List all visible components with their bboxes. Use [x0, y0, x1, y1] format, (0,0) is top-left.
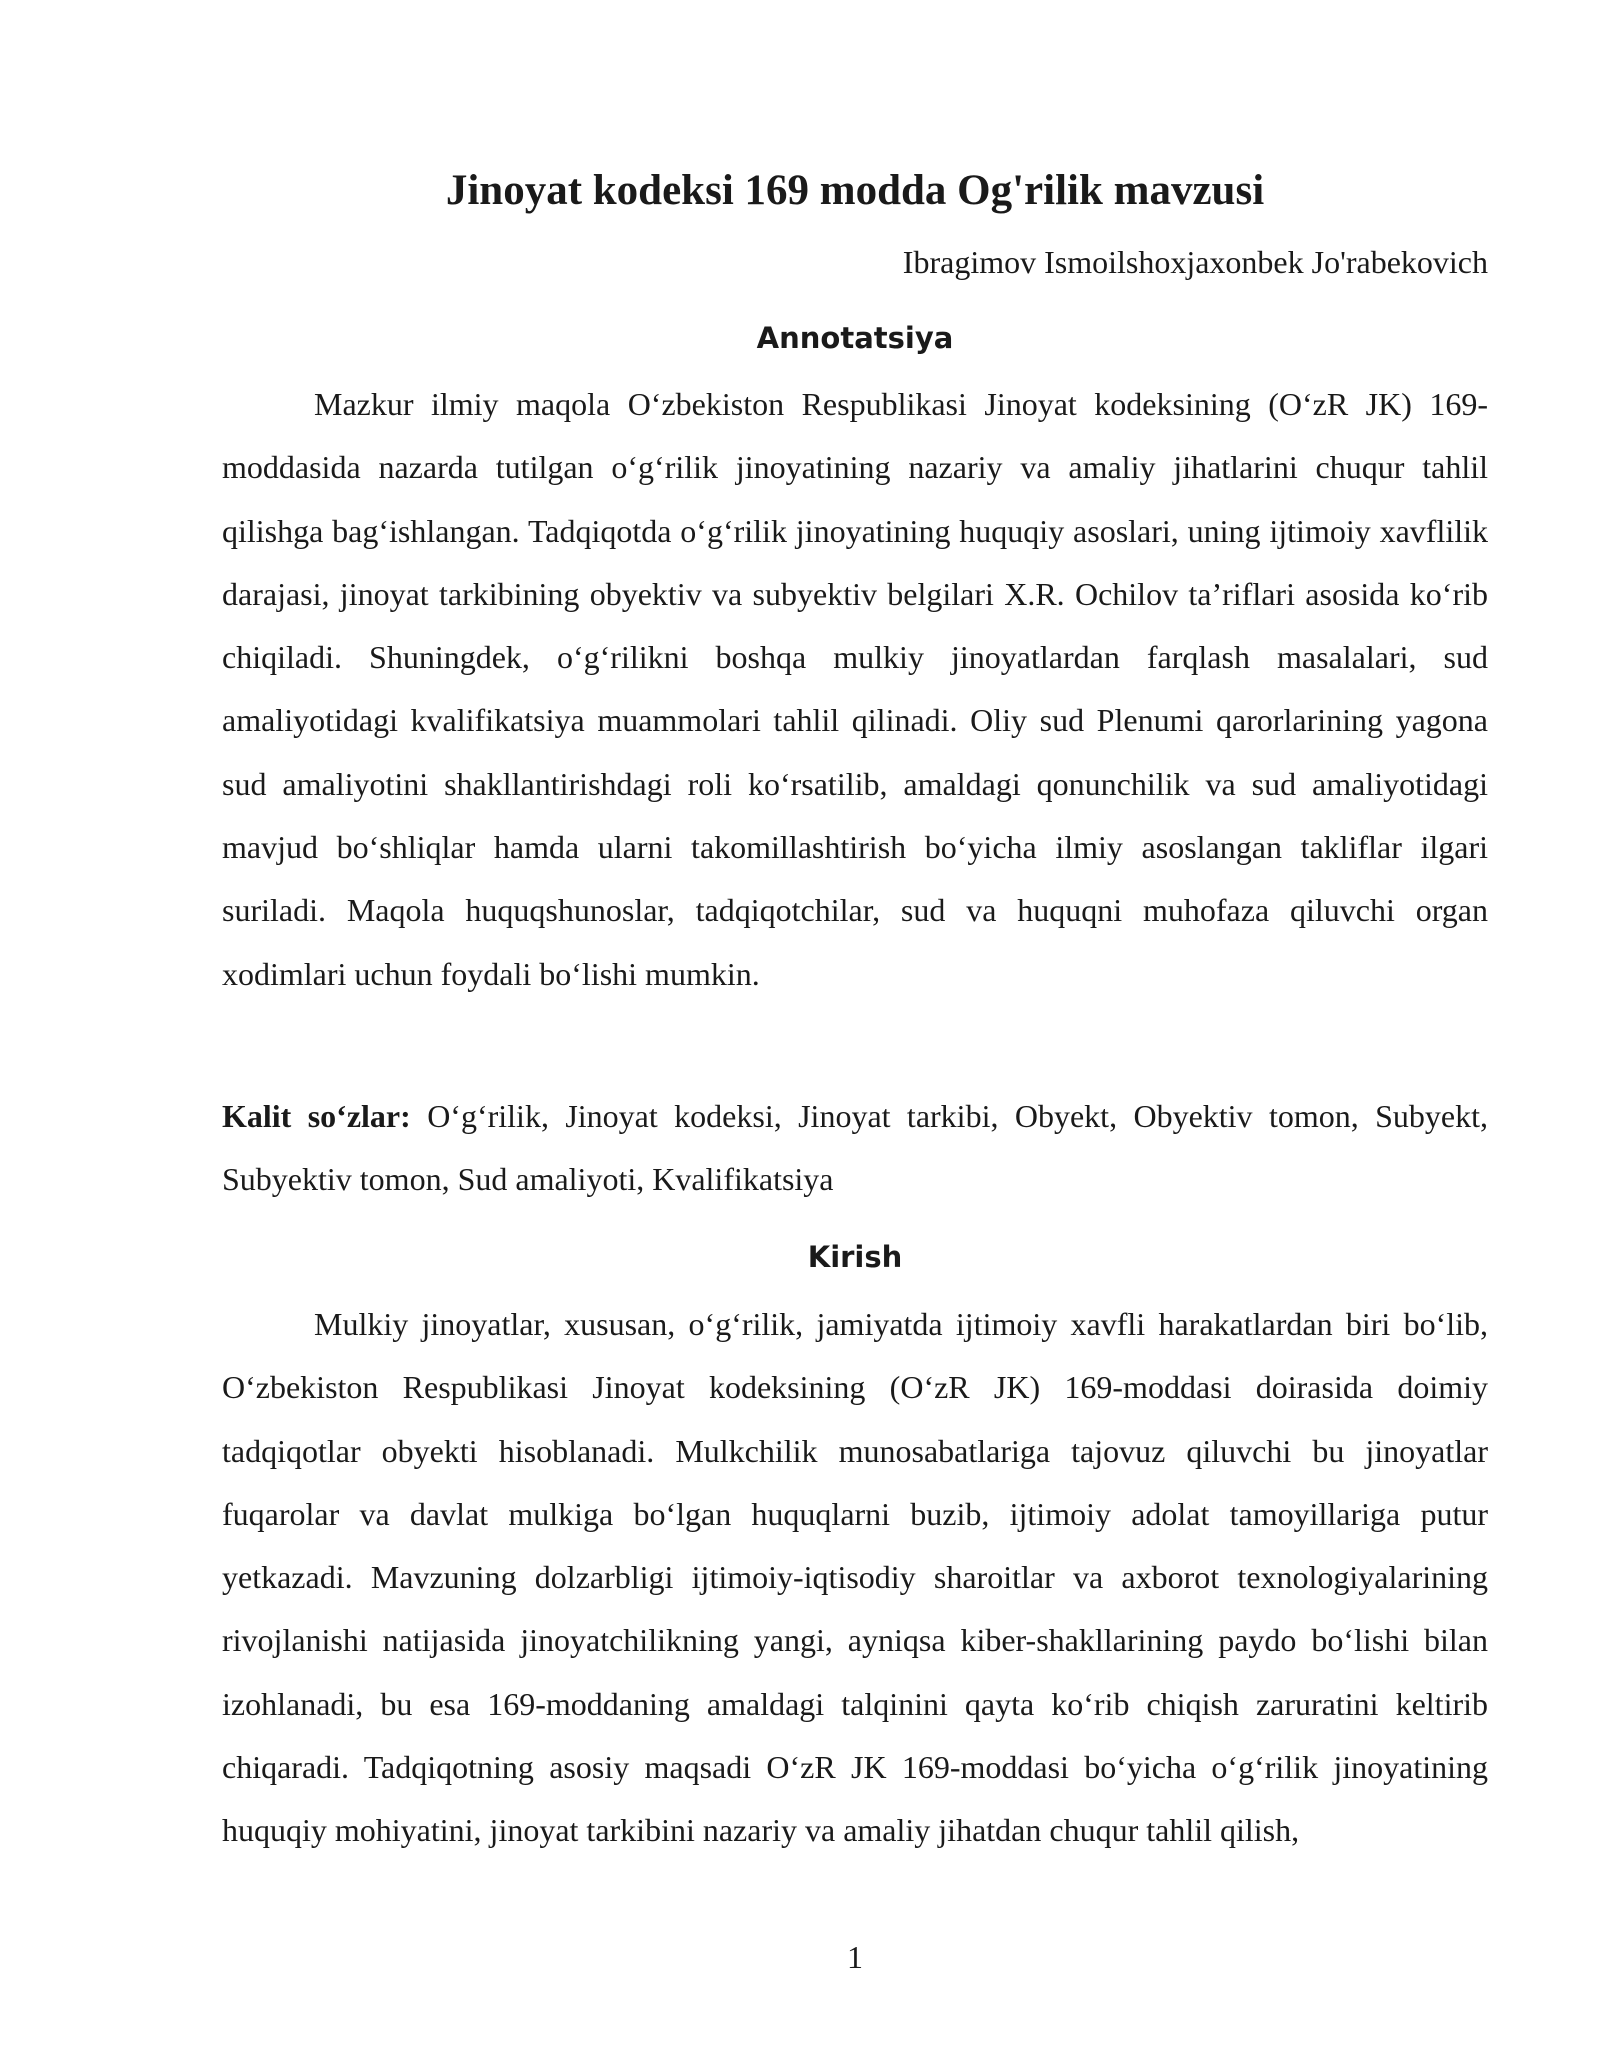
- annotation-heading: Annotatsiya: [756, 321, 954, 355]
- document-title: Jinoyat kodeksi 169 modda Og'rilik mavzusi: [445, 167, 1265, 214]
- annotation-paragraph: Mazkur ilmiy maqola O‘zbekiston Respublikasi Jinoyat kodeksining (O‘zR JK) 169-moddasida nazarda tutilgan o‘g‘rilik jinoyatining nazariy va amaliy jihatlarini chuqur tahlil qilishga bag‘ishlangan. Tadqiqotda o‘g‘rilik jinoyatining huquqiy asoslari, uning ijtimoiy xavflilik darajasi, jinoyat tarkibining obyektiv va subyektiv belgilari X.R. Ochilov ta’riflari asosida ko‘rib chiqiladi. Shuningdek, o‘g‘rilikni boshqa mulkiy jinoyatlardan farqlash masalalari, sud amaliyotidagi kvalifikatsiya muammolari tahlil qilinadi. Oliy sud Plenumi qarorlarining yagona sud amaliyotini shakllantirishdagi roli ko‘rsatilib, amaldagi qonunchilik va sud amaliyotidagi mavjud bo‘shliqlar hamda ularni takomillashtirish bo‘yicha ilmiy asoslangan takliflar ilgari suriladi. Maqola huquqshunoslar, tadqiqotchilar, sud va huquqni muhofaza qiluvchi organ xodimlari uchun foydali bo‘lishi mumkin.: [222, 386, 1488, 992]
- author-name: Ibragimov Ismoilshoxjaxonbek Jo'rabekovich: [902, 244, 1488, 280]
- keywords-list: O‘g‘rilik, Jinoyat kodeksi, Jinoyat tarkibi, Obyekt, Obyektiv tomon, Subyekt, Subyektiv tomon, Sud amaliyoti, Kvalifikatsiya: [222, 1098, 1489, 1198]
- keywords-label: Kalit so‘zlar:: [222, 1098, 411, 1134]
- introduction-heading: Kirish: [807, 1240, 903, 1274]
- introduction-paragraph: Mulkiy jinoyatlar, xususan, o‘g‘rilik, jamiyatda ijtimoiy xavfli harakatlardan biri bo‘lib, O‘zbekiston Respublikasi Jinoyat kodeksining (O‘zR JK) 169-moddasi doirasida doimiy tadqiqotlar obyekti hisoblanadi. Mulkchilik munosabatlariga tajovuz qiluvchi bu jinoyatlar fuqarolar va davlat mulkiga bo‘lgan huquqlarni buzib, ijtimoiy adolat tamoyillariga putur yetkazadi. Mavzuning dolzarbligi ijtimoiy-iqtisodiy sharoitlar va axborot texnologiyalarining rivojlanishi natijasida jinoyatchilikning yangi, ayniqsa kiber-shakllarining paydo bo‘lishi bilan izohlanadi, bu esa 169-moddaning amaldagi talqinini qayta ko‘rib chiqish zaruratini keltirib chiqaradi. Tadqiqotning asosiy maqsadi O‘zR JK 169-moddasi bo‘yicha o‘g‘rilik jinoyatining huquqiy mohiyatini, jinoyat tarkibini nazariy va amaliy jihatdan chuqur tahlil qilish,: [222, 1306, 1488, 1849]
- page-number: 1: [847, 1939, 863, 1975]
- keywords-paragraph: [222, 1085, 1488, 1212]
